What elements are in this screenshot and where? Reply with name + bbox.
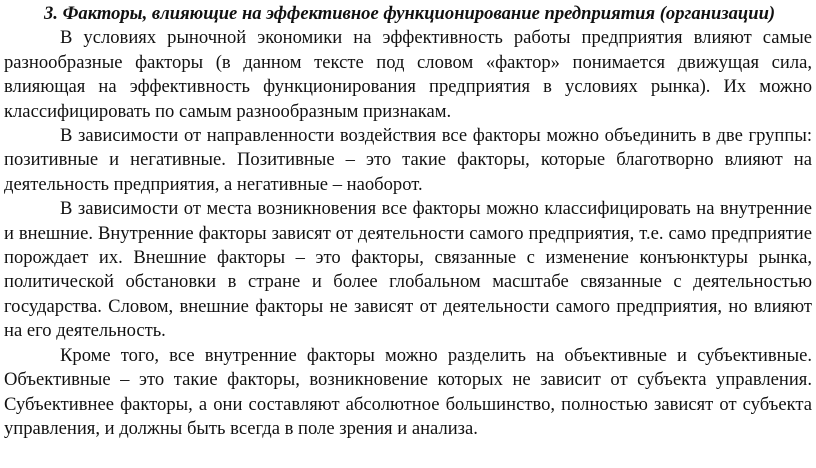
paragraph-internal-external: В зависимости от места возникновения все факторы можно классифицировать на внутренние и внешние. Внутренние факторы зависят от деятельности самого предприятия, т.е. само предприятие порождает их. Внешние факторы – это факторы, связанные с изменение конъюнктуры рынка, политической обстановки в стране и более глобальном масштабе связанные с деятельностью государства. Словом, внешние факторы не зависят от деятельности самого предприятия, но влияют на его деятельность. <box>4 198 812 342</box>
section-heading: 3. Факторы, влияющие на эффективное функционирование предприятия (организации) <box>44 3 776 24</box>
paragraph-positive-negative: В зависимости от направленности воздействия все факторы можно объединить в две группы: позитивные и негативные. Позитивные – это такие факторы, которые благотворно влияют на деятельность предприятия, а негативные – наоборот. <box>4 125 812 195</box>
paragraph-market-factors: В условиях рыночной экономики на эффективность работы предприятия влияют самые разнообразные факторы (в данном тексте под словом «фактор» понимается движущая сила, влияющая на эффективность функционирования предприятия в условиях рынка). Их можно классифицировать по самым разнообразным признакам. <box>4 27 812 122</box>
paragraph-objective-subjective: Кроме того, все внутренние факторы можно разделить на объективные и субъективные. Объективные – это такие факторы, возникновение которых не зависит от субъекта управления. Субъективнее факторы, а они составляют абсолютное большинство, полностью зависят от субъекта управления, и должны быть всегда в поле зрения и анализа. <box>4 344 812 439</box>
